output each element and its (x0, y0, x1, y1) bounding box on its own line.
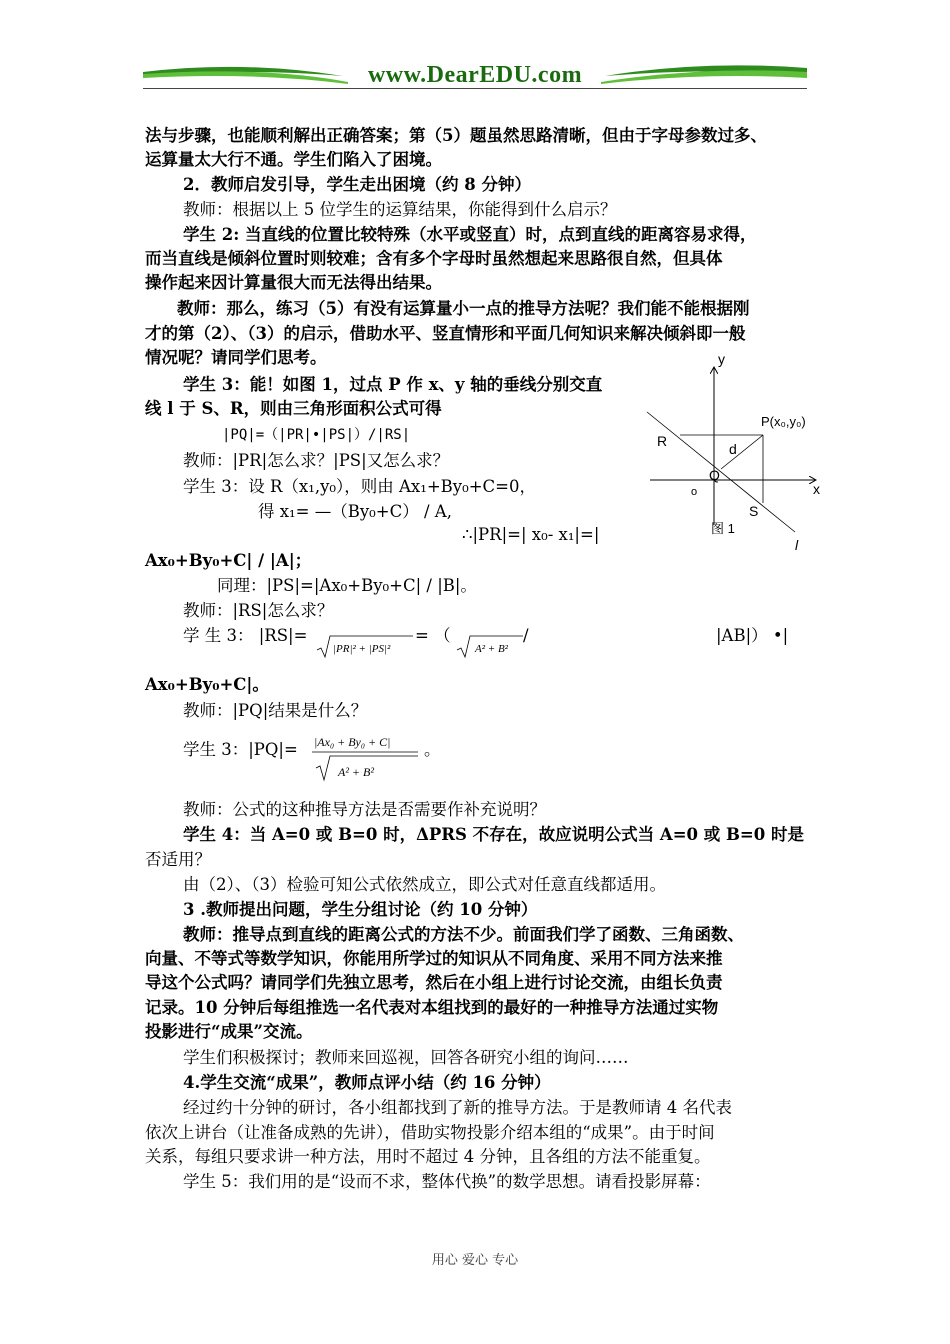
section-heading: 3 .教师提出问题，学生分组讨论（约 10 分钟） (183, 900, 538, 919)
text-line: 教师：|PR|怎么求？|PS|又怎么求？ (183, 451, 450, 470)
text-line: 操作起来因计算量很大而无法得出结果。 (145, 273, 442, 292)
text-line: 教师：那么，练习（5）有没有运算量小一点的推导方法呢？我们能不能根据刚 (177, 299, 750, 318)
y-axis-label: y (718, 351, 725, 367)
x-axis-label: x (813, 481, 820, 497)
text-line: 教师：推导点到直线的距离公式的方法不少。前面我们学了函数、三角函数、 (183, 925, 744, 944)
fraction-denominator: A² + B² (338, 765, 374, 779)
site-logo: www.DearEDU.com (367, 62, 583, 88)
page-footer: 用心 爱心 专心 (431, 1253, 519, 1268)
sqrt-expression (315, 634, 415, 664)
point-r-label: R (657, 433, 668, 449)
text-line: 投影进行“成果”交流。 (145, 1022, 313, 1041)
section-heading: 4.学生交流“成果”，教师点评小结（约 16 分钟） (183, 1073, 551, 1092)
figure-1-diagram (645, 350, 830, 560)
point-q-label: Q (709, 467, 720, 483)
point-s-label: S (749, 503, 759, 519)
text-line: 。 (424, 740, 441, 759)
text-line: 依次上讲台（让准备成熟的先讲），借助实物投影介绍本组的“成果”。由于时间 (145, 1123, 715, 1142)
text-line: 情况呢？请同学们思考。 (145, 348, 327, 367)
text-line: 才的第（2）、（3）的启示，借助水平、竖直情形和平面几何知识来解决倾斜即一般 (145, 324, 746, 343)
sqrt-content: |PR|² + |PS|² (333, 643, 391, 655)
text-line: = （ (415, 626, 451, 645)
text-line: 学 生 3： |RS|= (183, 626, 308, 645)
text-line: 否适用？ (145, 850, 211, 869)
distance-d-label: d (729, 441, 737, 457)
origin-label: o (691, 486, 698, 498)
segment-pq (721, 435, 763, 469)
line-l-label: l (795, 537, 799, 553)
text-line: 教师：|PQ|结果是什么？ (183, 701, 368, 720)
text-line: 而当直线是倾斜位置时则较难；含有多个字母时虽然想起来思路很自然，但具体 (145, 249, 723, 268)
text-line: 同理：|PS|=|Ax₀+By₀+C| / |B|。 (217, 576, 477, 595)
text-line: Ax₀+By₀+C| / |A|； (145, 551, 312, 570)
line-l (647, 412, 795, 532)
text-line: 学生 3：设 R（x₁,y₀），则由 Ax₁+By₀+C=0， (183, 477, 537, 496)
sqrt-expression (455, 634, 527, 664)
text-line: 学生 5：我们用的是“设而不求，整体代换”的数学思想。请看投影屏幕： (183, 1172, 711, 1191)
section-heading: 2．教师启发引导，学生走出困境（约 8 分钟） (183, 175, 531, 194)
text-line: 学生 3：能！如图 1，过点 P 作 x、y 轴的垂线分别交直 (183, 375, 603, 394)
text-line: 经过约十分钟的研讨，各小组都找到了新的推导方法。于是教师请 4 名代表 (183, 1098, 732, 1117)
text-line: 得 x₁= —（By₀+C） / A, (258, 502, 452, 521)
fraction-expression (310, 730, 422, 790)
figure-caption: 图 1 (711, 521, 735, 536)
text-line: 由（2）、（3）检验可知公式依然成立，即公式对任意直线都适用。 (183, 875, 666, 894)
text-line: 学生们积极探讨；教师来回巡视，回答各研究小组的询问…… (183, 1048, 629, 1067)
text-line: 线 l 于 S、R，则由三角形面积公式可得 (145, 399, 442, 418)
text-line: 运算量太大行不通。学生们陷入了困境。 (145, 150, 442, 169)
text-line: 学生 4：当 A=0 或 B=0 时，ΔPRS 不存在，故应说明公式当 A=0 或 B=0 时是 (183, 825, 804, 844)
text-line: 教师：公式的这种推导方法是否需要作补充说明？ (183, 800, 546, 819)
text-line: 教师：根据以上 5 位学生的运算结果，你能得到什么启示？ (183, 200, 617, 219)
text-line: / (523, 626, 529, 645)
text-line: 向量、不等式等数学知识，你能用所学过的知识从不同角度、采用不同方法来推 (145, 949, 723, 968)
text-line: 学生 3：|PQ|= (183, 740, 298, 759)
point-p-label: P(x₀,y₀) (761, 414, 806, 429)
text-line: 法与步骤，也能顺利解出正确答案；第（5）题虽然思路清晰，但由于字母参数过多、 (145, 126, 767, 145)
page-header (143, 58, 807, 94)
fraction-numerator: |Ax₀ + By₀ + C| (314, 735, 391, 749)
text-line: 记录。10 分钟后每组推选一名代表对本组找到的最好的一种推导方法通过实物 (145, 998, 719, 1017)
header-rule (143, 88, 807, 89)
text-line: ∴|PR|=| x₀- x₁|=| (462, 525, 600, 544)
text-line: 关系，每组只要求讲一种方法，用时不超过 4 分钟，且各组的方法不能重复。 (145, 1147, 711, 1166)
text-line: 导这个公式吗？请同学们先独立思考，然后在小组上进行讨论交流，由组长负责 (145, 973, 723, 992)
text-line: |AB|） •| (716, 626, 789, 645)
text-line: 教师：|RS|怎么求？ (183, 601, 334, 620)
text-line: 学生 2: 当直线的位置比较特殊（水平或竖直）时，点到直线的距离容易求得， (183, 225, 757, 244)
formula-line: |PQ|=（|PR|•|PS|）/|RS| (222, 427, 411, 443)
sqrt-content: A² + B² (475, 643, 508, 655)
text-line: Ax₀+By₀+C|。 (145, 675, 269, 694)
